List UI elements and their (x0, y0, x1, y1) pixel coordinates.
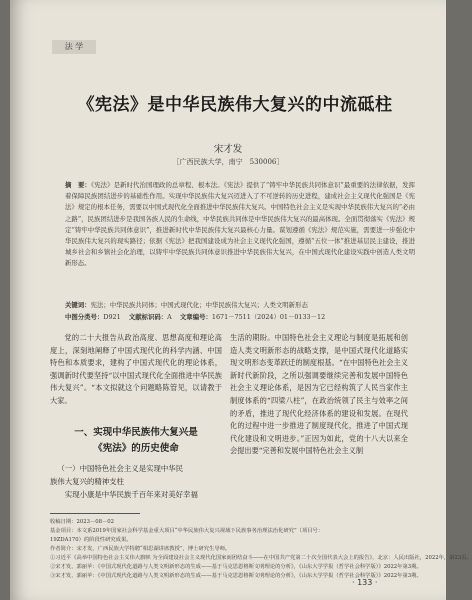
footnote-line: 19ZDA170）的阶段性研究成果。 (50, 537, 132, 543)
section-heading-line: 《宪法》的历史使命 (93, 443, 179, 454)
footnote-line: 作者简介：宋才发，广西民族大学特聘“相思湖讲席教授”，博士研究生导师。 (50, 546, 231, 552)
abstract (65, 180, 415, 270)
abstract-text: 《宪法》是新时代治国理政的总章程、根本法。《宪法》提供了“铸牢中华民族共同体意识”最重要的法律依据，发挥着保障民族团结进步的基础性作用。实现中华民族伟大复兴迈进入了不可逆转的历史进程，建成社会主义现代化强国是《宪法》规定的根本任务，需要以中国式现代化全面推进中华民族伟大复兴。中国特色社会主义是实现中华民族伟大复兴的“必由之路”，民族团结进步是我国各族人民的生命线，中华民族共同体是中华民族伟大复兴的最高体现。全面贯彻落实《宪法》规定“铸牢中华民族共同体意识”，推进新时代中华民族伟大复兴最核心力量。谋划遵循《宪法》规范实施，需要进一步强化中华民族伟大复兴的现实路径；依据《宪法》把我国建设成为社会主义现代化强国，遵循“五位一体”推进基层民主建设，推进城乡社会和乡镇社会化治理，以铸牢中华民族共同体意识推进中华民族伟大复兴，在中国式现代化建设实践中创造人类文明新形态。 (65, 181, 416, 268)
author-affiliation: ［广西民族大学，南宁 530006］ (172, 158, 284, 166)
right-column (230, 332, 408, 458)
footnote-line: ③宋才发、郭丽苹：《中国式现代化道路与人类文明新形态的生成——基于马克思恩格斯文明理论的分析》，《山东大学学报（哲学社会科学版）》2022年第3期。 (50, 573, 422, 579)
footnotes (50, 518, 472, 581)
classification-line (65, 312, 325, 321)
body-paragraph: 生活的期盼。中国特色社会主义理论与制度是拓展和创造人类文明新形态的战略支撑，是中国式现代化道路实现文明形态变革跃迁的制度根基。“在中国特色社会主义新时代新阶段，之所以强调要继续完善和发展中国特色社会主义理论体系，是因为它已经构筑了人民当家作主制度体系的“四梁八柱”，在政治统领了民主与效率之间的矛盾，推进了现代化经济体系的建设和发展。在现代化的过程中进一步推进了制度现代化，推进了中国式现代化建设和文明进步。”正因为如此，党的十八大以来全会提出要“完善和发展中国特色社会主义制 (230, 333, 408, 456)
author-name: 宋才发 (213, 144, 243, 155)
article-no-value: 1671－7511（2024）01－0133－12 (211, 313, 326, 321)
clc-value: D921 (103, 313, 121, 321)
section-heading (50, 425, 222, 457)
abstract-label: 摘 要： (65, 181, 91, 189)
page-number: · 133 · (352, 578, 378, 587)
body-paragraph-start: 实现小康是中华民族千百年来对美好幸福 (64, 489, 198, 499)
keywords (65, 300, 308, 309)
footnote-line: ①习近平《高举中国特色社会主义伟大旗帜 为全面建设社会主义现代化国家而团结奋斗——在中国共产党第二十次全国代表大会上的报告》，北京：人民出版社，2022年，第23页。 (50, 555, 472, 561)
doc-code-label: 文献标识码： (128, 313, 168, 321)
body-paragraph: 党的二十大报告从政治高度、思想高度和理论高度上，深刻地阐释了中国式现代化的科学内涵、中国特色和本质要求，建构了中国式现代化的理论体系，强调新时代要坚持“以中国式现代化全面推进中华民族伟大复兴”。“本文拟就这个问题略陈管见，以请教于大家。 (50, 333, 222, 405)
left-column (50, 332, 222, 408)
footnote-line: 基金项目：本文系2019年国家社会科学基金重大项目“中华民族伟大复兴视域下民族事务治理法治化研究”（项目号： (50, 528, 324, 534)
footnote-divider (50, 513, 140, 514)
keywords-label: 关键词： (65, 301, 91, 309)
section-heading-line: 一、实现中华民族伟大复兴是 (74, 427, 198, 438)
footnote-line: ②宋才发、郭丽苹：《中国式现代化道路与人类文明新形态的生成——基于马克思恩格斯文明理论的分析》，《山东大学学报（哲学社会科学版）》2022年第3期。 (50, 564, 422, 570)
keywords-text: 宪法；中华民族共同体；中国式现代化；中华民族伟大复兴；人类文明新形态 (90, 301, 308, 309)
subsection-heading-line: 族伟大复兴的精神支柱 (50, 476, 124, 486)
article-no-label: 文章编号： (179, 313, 212, 321)
clc-label: 中图分类号： (65, 313, 104, 321)
footnote-line: 收稿日期：2023－08－02 (50, 519, 115, 525)
doc-code-value: A (167, 313, 172, 321)
journal-page (10, 0, 472, 600)
subsection-heading-line: （一）中国特色社会主义是实现中华民 (57, 464, 184, 473)
section-tag: 法 学 (52, 40, 96, 54)
subsection-heading (50, 463, 222, 501)
article-title: 《宪法》是中华民族伟大复兴的中流砥柱 (77, 95, 393, 115)
